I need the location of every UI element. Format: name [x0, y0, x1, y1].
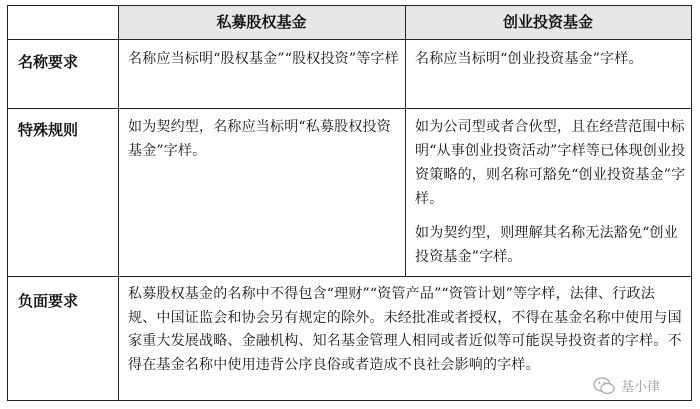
row-label-negative-requirement: 负面要求 [18, 292, 79, 310]
watermark [593, 376, 660, 395]
cell-negative-requirement: 私募股权基金的名称中不得包含“理财”“资管产品”“资管计划”等字样，法律、行政法规、中国证监会和协会另有规定的除外。未经批准或者授权，不得在基金名称中使用与国家重大发展战略、金融机构、知名基金管理人相同或者近似等可能误导投资者的字样。不得在基金名称中使用违背公序良俗或者造成不良社会影响的字样。 [128, 286, 682, 373]
header-private-equity-fund: 私募股权基金 [216, 13, 307, 31]
wechat-icon [593, 377, 615, 395]
cell-name-requirement-private-equity: 名称应当标明“股权基金”“股权投资”等字样 [128, 51, 399, 67]
cell-special-rules-venture-capital-p1: 如为公司型或者合伙型，且在经营范围中标明“从事创业投资活动”字样等已体现创业投资策略的，则名称可豁免“创业投资基金”字样。 [415, 119, 686, 207]
cell-special-rules-private-equity: 如为契约型，名称应当标明“私募股权投资基金”字样。 [128, 119, 391, 159]
watermark-text: 基小律 [620, 380, 660, 395]
comparison-table [7, 5, 692, 401]
row-label-special-rules: 特殊规则 [18, 121, 79, 139]
row-label-name-requirement: 名称要求 [18, 53, 79, 71]
cell-name-requirement-venture-capital: 名称应当标明“创业投资基金”字样。 [415, 51, 643, 67]
cell-special-rules-venture-capital-p2: 如为契约型，则理解其名称无法豁免“创业投资基金”字样。 [415, 225, 678, 265]
header-venture-capital-fund: 创业投资基金 [502, 13, 593, 31]
